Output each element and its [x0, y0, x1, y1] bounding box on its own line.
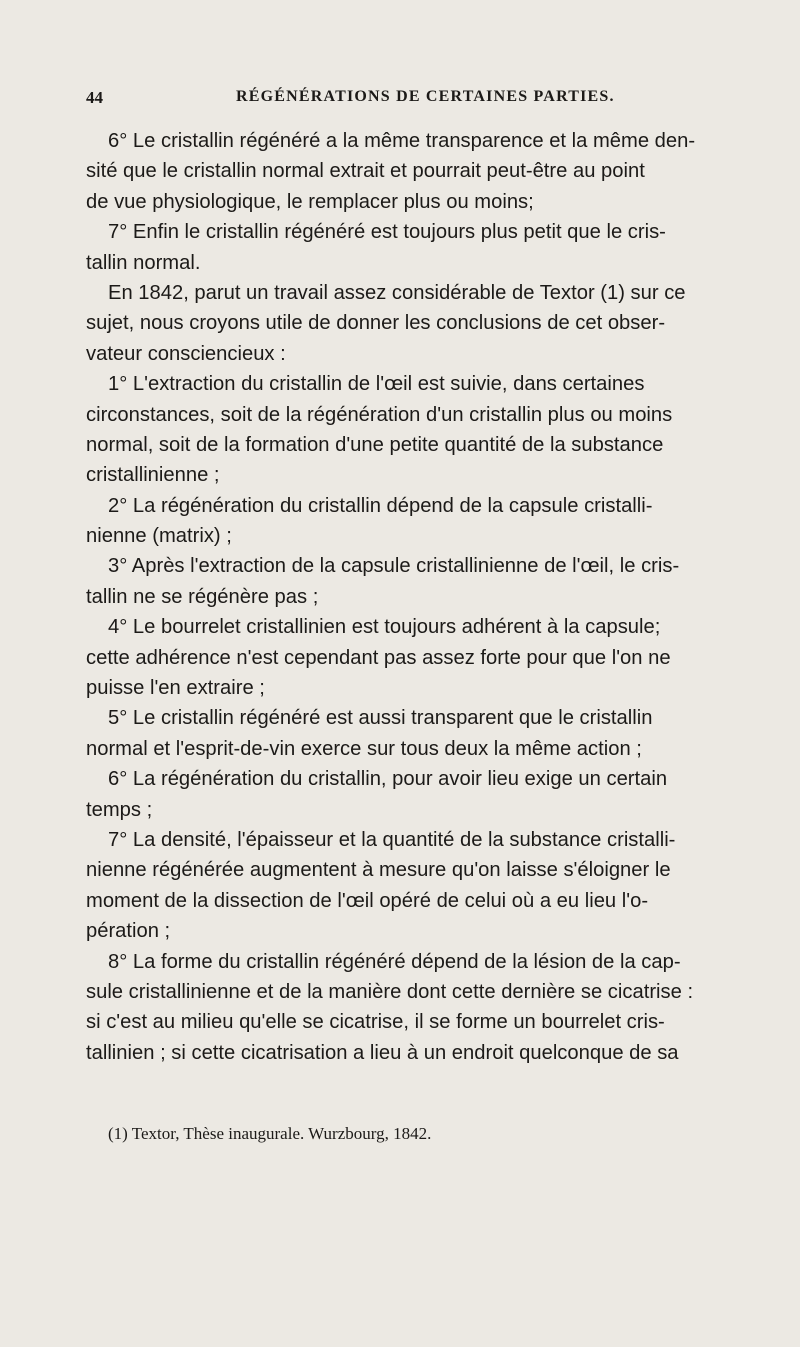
text-line: vateur consciencieux :	[86, 342, 286, 365]
footnote: (1) Textor, Thèse inaugurale. Wurzbourg, 1842.	[108, 1124, 432, 1143]
page-number: 44	[86, 88, 103, 107]
text-line: 8° La forme du cristallin régénéré dépend de la lésion de la cap-	[108, 950, 681, 973]
text-line: circonstances, soit de la régénération d'un cristallin plus ou moins	[86, 403, 673, 426]
text-line: 6° Le cristallin régénéré a la même transparence et la même den-	[108, 130, 696, 152]
text-line: puisse l'en extraire ;	[86, 677, 265, 700]
text-line: cette adhérence n'est cependant pas assez forte pour que l'on ne	[86, 646, 671, 669]
text-line: 7° Enfin le cristallin régénéré est toujours plus petit que le cris-	[108, 221, 666, 244]
text-line: pération ;	[86, 920, 171, 943]
text-line: 4° Le bourrelet cristallinien est toujours adhérent à la capsule;	[108, 616, 661, 639]
text-line: tallinien ; si cette cicatrisation a lieu à un endroit quelconque de sa	[86, 1041, 679, 1064]
page-header	[86, 88, 726, 112]
text-line: sule cristallinienne et de la manière dont cette dernière se cicatrise :	[86, 980, 694, 1003]
text-line: En 1842, parut un travail assez considérable de Textor (1) sur ce	[108, 281, 686, 304]
text-line: nienne régénérée augmentent à mesure qu'on laisse s'éloigner le	[86, 859, 671, 882]
text-line: normal et l'esprit-de-vin exerce sur tous deux la même action ;	[86, 737, 642, 760]
text-line: tallin ne se régénère pas ;	[86, 585, 319, 608]
text-line: 6° La régénération du cristallin, pour avoir lieu exige un certain	[108, 768, 668, 791]
text-line: nienne (matrix) ;	[86, 525, 232, 548]
body-text	[86, 126, 726, 1068]
text-line: 5° Le cristallin régénéré est aussi transparent que le cristallin	[108, 707, 653, 730]
text-line: sujet, nous croyons utile de donner les conclusions de cet obser-	[86, 312, 666, 335]
text-line: normal, soit de la formation d'une petite quantité de la substance	[86, 433, 664, 456]
text-line: temps ;	[86, 798, 153, 821]
text-line: cristallinienne ;	[86, 464, 220, 487]
text-line: 3° Après l'extraction de la capsule cristallinienne de l'œil, le cris-	[108, 555, 680, 578]
text-line: moment de la dissection de l'œil opéré de celui où a eu lieu l'o-	[86, 889, 649, 912]
text-line: tallin normal.	[86, 251, 201, 274]
text-line: sité que le cristallin normal extrait et pourrait peut-être au point	[86, 160, 645, 183]
text-line: de vue physiologique, le remplacer plus ou moins;	[86, 190, 534, 213]
running-title: RÉGÉNÉRATIONS DE CERTAINES PARTIES.	[236, 88, 615, 105]
text-line: 7° La densité, l'épaisseur et la quantité de la substance cristalli-	[108, 828, 676, 851]
text-line: 1° L'extraction du cristallin de l'œil est suivie, dans certaines	[108, 373, 645, 396]
text-line: 2° La régénération du cristallin dépend de la capsule cristalli-	[108, 494, 653, 517]
text-line: si c'est au milieu qu'elle se cicatrise, il se forme un bourrelet cris-	[86, 1011, 665, 1034]
